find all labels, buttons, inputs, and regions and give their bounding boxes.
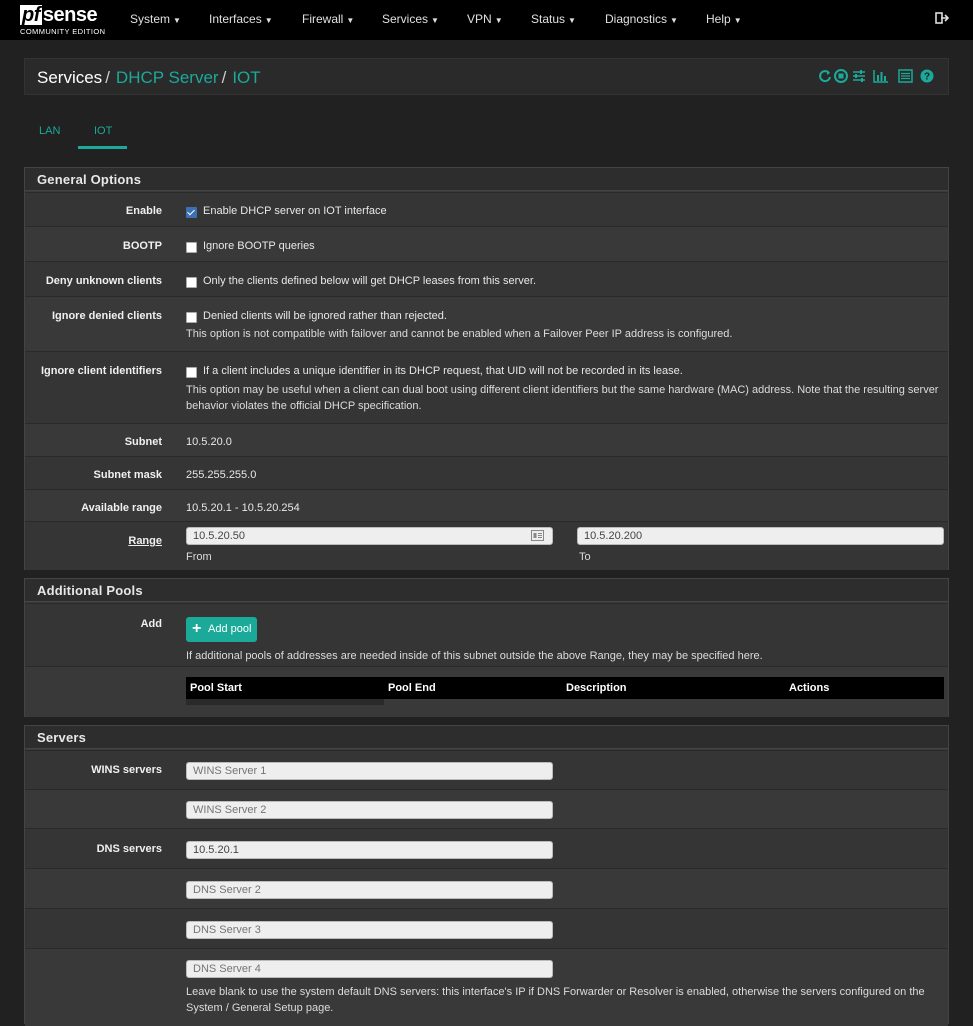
wins-label: WINS servers bbox=[91, 764, 162, 776]
caret-down-icon: ▼ bbox=[346, 16, 355, 25]
subnet-mask-row bbox=[25, 456, 948, 490]
wins-server-1-input[interactable] bbox=[186, 762, 553, 780]
subnet-label: Subnet bbox=[124, 436, 162, 448]
sliders-icon[interactable] bbox=[852, 69, 866, 83]
dns-row-4 bbox=[25, 948, 948, 1026]
bootp-label: BOOTP bbox=[122, 240, 162, 252]
nav-status[interactable]: Status ▼ bbox=[531, 12, 576, 26]
bootp-checkbox[interactable] bbox=[186, 242, 197, 253]
svg-text:?: ? bbox=[923, 71, 931, 83]
enable-label: Enable bbox=[125, 205, 162, 217]
general-options-panel bbox=[24, 167, 949, 570]
top-navbar bbox=[0, 0, 973, 40]
bootp-text: Ignore BOOTP queries bbox=[203, 240, 315, 252]
dns-row-3 bbox=[25, 908, 948, 949]
range-to-label: To bbox=[579, 551, 591, 563]
ignore-denied-text: Denied clients will be ignored rather than rejected. bbox=[203, 310, 447, 322]
nav-system[interactable]: System ▼ bbox=[130, 12, 181, 26]
add-label: Add bbox=[140, 618, 162, 630]
nav-services[interactable]: Services ▼ bbox=[382, 12, 439, 26]
ignore-client-ids-label: Ignore client identifiers bbox=[40, 365, 162, 377]
caret-down-icon: ▼ bbox=[264, 16, 273, 25]
breadcrumb-iot[interactable]: IOT bbox=[232, 68, 261, 87]
tab-iot[interactable]: IOT bbox=[94, 125, 113, 137]
breadcrumb-services: Services bbox=[37, 68, 103, 87]
panel-title: General Options bbox=[37, 172, 142, 187]
panel-title: Additional Pools bbox=[37, 583, 143, 598]
ignore-denied-row bbox=[25, 296, 948, 352]
dns-server-4-input[interactable] bbox=[186, 960, 553, 978]
subnet-row bbox=[25, 423, 948, 457]
panel-heading bbox=[25, 579, 948, 602]
breadcrumb-separator: / bbox=[221, 68, 227, 87]
nav-interfaces[interactable]: Interfaces ▼ bbox=[209, 12, 273, 26]
chart-icon[interactable] bbox=[873, 69, 889, 83]
stop-icon[interactable] bbox=[834, 69, 848, 83]
pool-table-header bbox=[186, 677, 944, 699]
help-icon[interactable] bbox=[920, 69, 934, 83]
plus-icon: + bbox=[192, 620, 202, 637]
deny-unknown-label: Deny unknown clients bbox=[45, 275, 162, 287]
table-scrollbar bbox=[186, 699, 384, 705]
logout-icon[interactable] bbox=[935, 11, 949, 25]
dns-server-3-input[interactable] bbox=[186, 921, 553, 939]
logo-sense: sense bbox=[42, 4, 98, 26]
dns-help: Leave blank to use the system default DNS servers: this interface's IP if DNS Forwarder or Resolver is enabled, otherwise the servers configured on the System / General Setup page. bbox=[186, 986, 925, 1014]
dns-label: DNS servers bbox=[96, 843, 162, 855]
subnet-mask-label: Subnet mask bbox=[93, 469, 162, 481]
dns-server-1-input[interactable] bbox=[186, 841, 553, 859]
range-to-input[interactable]: 10.5.20.200 bbox=[577, 527, 944, 545]
panel-heading bbox=[25, 168, 948, 191]
range-row bbox=[25, 521, 948, 570]
panel-heading bbox=[25, 726, 948, 749]
caret-down-icon: ▼ bbox=[733, 16, 742, 25]
subnet-mask-value: 255.255.255.0 bbox=[186, 469, 257, 481]
col-description: Description bbox=[566, 682, 627, 694]
range-from-input[interactable]: 10.5.20.50 bbox=[186, 527, 553, 545]
logo-edition: COMMUNITY EDITION bbox=[20, 27, 106, 36]
col-actions: Actions bbox=[789, 682, 830, 694]
range-from-label: From bbox=[186, 551, 212, 563]
bootp-row bbox=[25, 226, 948, 262]
pool-table-row bbox=[25, 666, 948, 717]
breadcrumb-dhcp-server[interactable]: DHCP Server bbox=[115, 68, 219, 87]
col-pool-end: Pool End bbox=[388, 682, 436, 694]
ignore-denied-help: This option is not compatible with failover and cannot be enabled when a Failover Peer IP address is configured. bbox=[186, 328, 733, 340]
caret-down-icon: ▼ bbox=[431, 16, 439, 25]
deny-unknown-row bbox=[25, 261, 948, 297]
breadcrumb-bar bbox=[24, 58, 949, 95]
breadcrumb bbox=[37, 68, 261, 88]
nav-help[interactable]: Help ▼ bbox=[706, 12, 742, 26]
range-label[interactable]: Range bbox=[128, 535, 162, 547]
ignore-denied-checkbox[interactable] bbox=[186, 312, 197, 323]
available-range-label: Available range bbox=[81, 502, 162, 514]
active-tab-indicator bbox=[78, 146, 127, 149]
wins-server-2-input[interactable] bbox=[186, 801, 553, 819]
tab-lan[interactable]: LAN bbox=[39, 125, 61, 137]
nav-diagnostics[interactable]: Diagnostics ▼ bbox=[605, 12, 678, 26]
servers-panel bbox=[24, 725, 949, 1024]
ignore-client-ids-text: If a client includes a unique identifier in its DHCP request, that UID will not be recorded in its lease. bbox=[203, 365, 683, 377]
caret-down-icon: ▼ bbox=[670, 16, 678, 25]
list-icon[interactable] bbox=[898, 69, 913, 83]
enable-checkbox[interactable] bbox=[186, 207, 197, 218]
wins-row-1 bbox=[25, 750, 948, 790]
breadcrumb-icons bbox=[818, 69, 938, 85]
ignore-denied-label: Ignore denied clients bbox=[51, 310, 162, 322]
enable-text: Enable DHCP server on IOT interface bbox=[203, 205, 387, 217]
wins-row-2 bbox=[25, 789, 948, 829]
reload-icon[interactable] bbox=[818, 69, 832, 83]
available-range-row bbox=[25, 489, 948, 522]
add-pool-button-label: Add pool bbox=[208, 623, 252, 635]
dns-row-2 bbox=[25, 868, 948, 909]
add-pool-help: If additional pools of addresses are needed inside of this subnet outside the above Range, they may be specified here. bbox=[186, 650, 763, 662]
address-card-icon[interactable] bbox=[531, 530, 544, 541]
deny-unknown-text: Only the clients defined below will get DHCP leases from this server. bbox=[203, 275, 536, 287]
pfsense-logo[interactable] bbox=[20, 4, 108, 38]
dns-row-1 bbox=[25, 828, 948, 869]
ignore-client-ids-checkbox[interactable] bbox=[186, 367, 197, 378]
subnet-value: 10.5.20.0 bbox=[186, 436, 232, 448]
additional-pools-panel bbox=[24, 578, 949, 717]
logo-wordmark bbox=[20, 4, 97, 27]
panel-title: Servers bbox=[37, 730, 87, 745]
add-pool-button[interactable] bbox=[186, 617, 257, 642]
ignore-client-ids-help: This option may be useful when a client can dual boot using different client identifiers but the same hardware (MAC) address. Note that the resulting server behavior violates the official DHCP specification. bbox=[186, 384, 939, 412]
caret-down-icon: ▼ bbox=[568, 16, 576, 25]
enable-row bbox=[25, 192, 948, 227]
col-pool-start: Pool Start bbox=[190, 682, 242, 694]
available-range-value: 10.5.20.1 - 10.5.20.254 bbox=[186, 502, 300, 514]
caret-down-icon: ▼ bbox=[173, 16, 181, 25]
nav-vpn[interactable]: VPN ▼ bbox=[467, 12, 503, 26]
deny-unknown-checkbox[interactable] bbox=[186, 277, 197, 288]
ignore-client-ids-row bbox=[25, 351, 948, 424]
breadcrumb-separator: / bbox=[105, 68, 110, 87]
nav-firewall[interactable]: Firewall ▼ bbox=[302, 12, 355, 26]
caret-down-icon: ▼ bbox=[494, 16, 503, 25]
dns-server-2-input[interactable] bbox=[186, 881, 553, 899]
logo-pf: pf bbox=[22, 4, 40, 26]
add-pool-row bbox=[25, 603, 948, 667]
